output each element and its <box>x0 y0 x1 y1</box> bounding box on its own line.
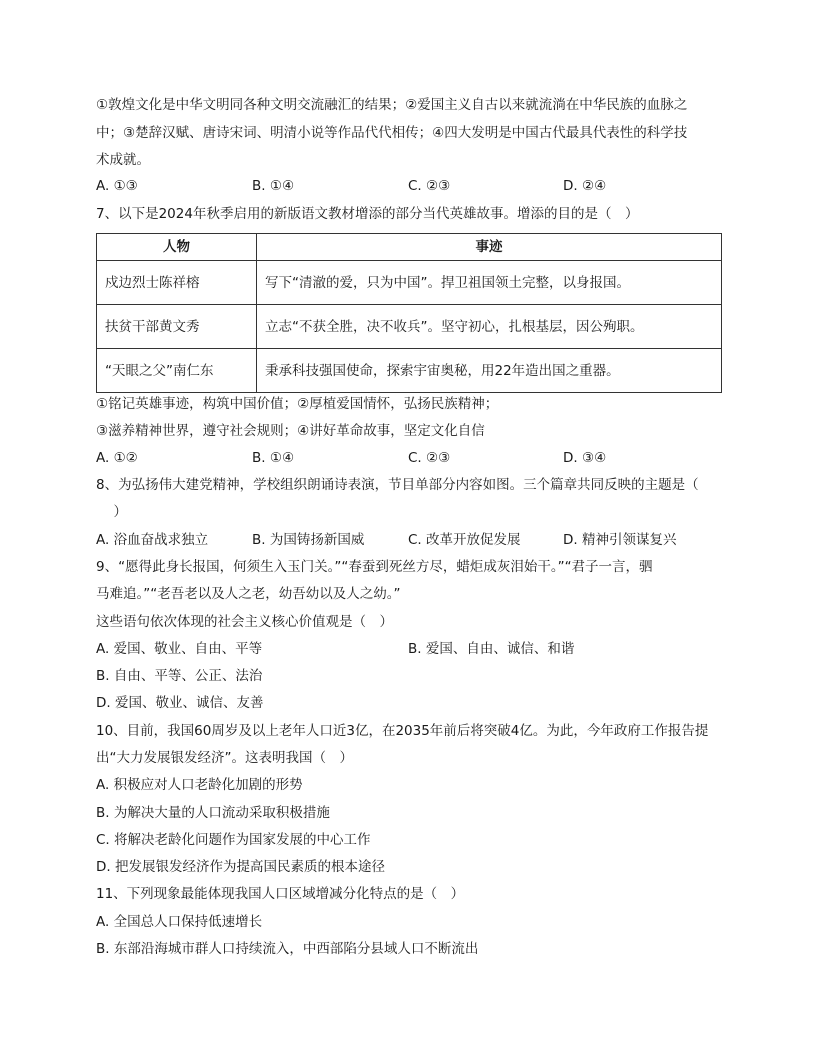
table-cell-deeds: 写下“清澈的爱，只为中国”。捍卫祖国领土完整，以身报国。 <box>257 261 722 305</box>
q8-option-c: C. 改革开放促发展 <box>408 532 521 548</box>
q6-option-c: C. ②③ <box>408 178 451 194</box>
q11-stem: 11、下列现象最能体现我国人口区域增减分化特点的是（ ） <box>96 886 465 902</box>
table-header-person: 人物 <box>97 234 257 261</box>
q10-stem-line-2: 出“大力发展银发经济”。这表明我国（ ） <box>96 750 353 766</box>
q10-option-b: B. 为解决大量的人口流动采取积极措施 <box>96 805 330 821</box>
intro-line-1: ①敦煌文化是中华文明同各种文明交流融汇的结果；②爱国主义自古以来就流淌在中华民族的血脉之 <box>96 97 688 113</box>
q7-option-b: B. ①④ <box>252 450 295 466</box>
q8-option-d: D. 精神引领谋复兴 <box>563 532 677 548</box>
q9-option-a: A. 爱国、敬业、自由、平等 <box>96 641 263 657</box>
q9-stem-line-1: 9、“愿得此身长报国，何须生入玉门关。”“春蚕到死丝方尽，蜡炬成灰泪始干。”“君子一言，驷 <box>96 559 653 575</box>
q8-stem-line-1: 8、为弘扬伟大建党精神，学校组织朗诵诗表演，节目单部分内容如图。三个篇章共同反映的主题是（ <box>96 477 699 493</box>
q8-option-a: A. 浴血奋战求独立 <box>96 532 209 548</box>
table-cell-deeds: 立志“不获全胜，决不收兵”。坚守初心，扎根基层，因公殉职。 <box>257 305 722 349</box>
q7-option-a: A. ①② <box>96 450 138 466</box>
q7-option-c: C. ②③ <box>408 450 451 466</box>
q9-option-c: B. 自由、平等、公正、法治 <box>96 668 263 684</box>
q10-stem-line-1: 10、目前，我国60周岁及以上老年人口近3亿，在2035年前后将突破4亿。为此，今年政府工作报告提 <box>96 723 709 739</box>
q8-stem-line-2: ） <box>100 504 127 520</box>
q9-stem-line-2: 马难追。”“老吾老以及人之老，幼吾幼以及人之幼。” <box>96 586 401 602</box>
table-header-row <box>97 234 722 261</box>
table-row <box>97 349 722 393</box>
table-cell-person: 戍边烈士陈祥榕 <box>97 261 257 305</box>
q9-stem-line-3: 这些语句依次体现的社会主义核心价值观是（ ） <box>96 614 393 630</box>
q11-option-b: B. 东部沿海城市群人口持续流入，中西部陷分县域人口不断流出 <box>96 941 479 957</box>
q7-stem: 7、以下是2024年秋季启用的新版语文教材增添的部分当代英雄故事。增添的目的是（ ） <box>96 206 639 222</box>
q7-statement-2: ③滋养精神世界，遵守社会规则；④讲好革命故事，坚定文化自信 <box>96 423 485 439</box>
q9-option-d: D. 爱国、敬业、诚信、友善 <box>96 695 264 711</box>
intro-line-2: 中；③楚辞汉赋、唐诗宋词、明清小说等作品代代相传；④四大发明是中国古代最具代表性的科学技 <box>96 125 688 141</box>
table-cell-person: “天眼之父”南仁东 <box>97 349 257 393</box>
q8-option-b: B. 为国铸扬新国威 <box>252 532 365 548</box>
q9-option-b: B. 爱国、自由、诚信、和谐 <box>408 641 575 657</box>
q6-option-a: A. ①③ <box>96 178 138 194</box>
q7-statement-1: ①铭记英雄事迹，构筑中国价值；②厚植爱国情怀，弘扬民族精神； <box>96 396 499 412</box>
table-cell-person: 扶贫干部黄文秀 <box>97 305 257 349</box>
table-cell-deeds: 秉承科技强国使命，探索宇宙奥秘，用22年造出国之重器。 <box>257 349 722 393</box>
intro-line-3: 术成就。 <box>96 152 150 168</box>
q10-option-a: A. 积极应对人口老龄化加剧的形势 <box>96 777 303 793</box>
hero-table <box>96 233 722 393</box>
table-row <box>97 261 722 305</box>
q10-option-c: C. 将解决老龄化问题作为国家发展的中心工作 <box>96 832 371 848</box>
q6-option-d: D. ②④ <box>563 178 607 194</box>
q11-option-a: A. 全国总人口保持低速增长 <box>96 914 263 930</box>
q7-option-d: D. ③④ <box>563 450 607 466</box>
table-row <box>97 305 722 349</box>
q6-option-b: B. ①④ <box>252 178 295 194</box>
q10-option-d: D. 把发展银发经济作为提高国民素质的根本途径 <box>96 859 385 875</box>
table-header-deeds: 事迹 <box>257 234 722 261</box>
